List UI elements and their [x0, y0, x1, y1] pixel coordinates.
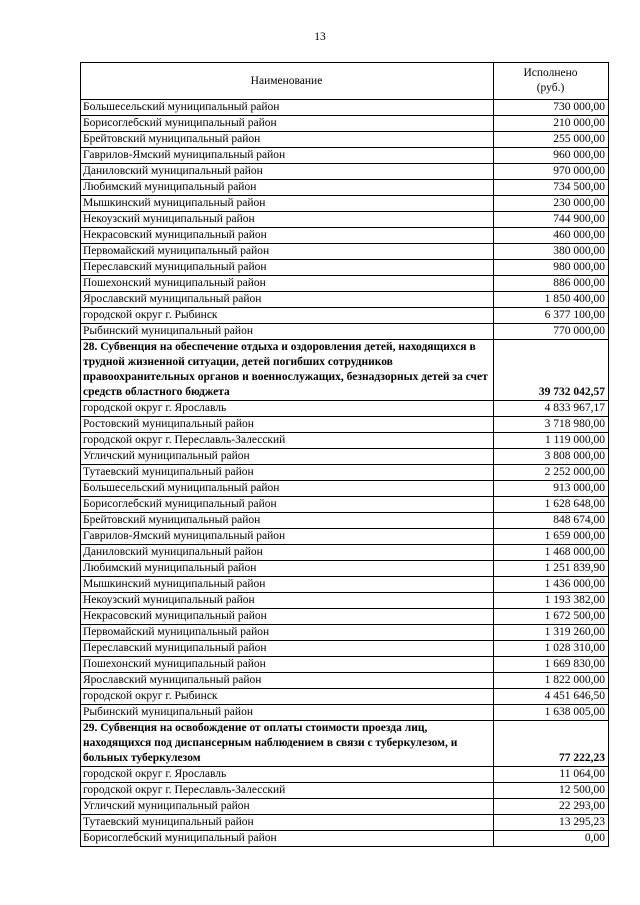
- row-amount: 1 436 000,00: [494, 577, 609, 593]
- row-name: Тутаевский муниципальный район: [81, 465, 494, 481]
- row-name: Борисоглебский муниципальный район: [81, 497, 494, 513]
- table-row: [81, 401, 609, 417]
- row-amount: 848 674,00: [494, 513, 609, 529]
- table-row: [81, 465, 609, 481]
- row-name: Ярославский муниципальный район: [81, 673, 494, 689]
- row-name: Рыбинский муниципальный район: [81, 705, 494, 721]
- row-amount: 1 850 400,00: [494, 292, 609, 308]
- row-name: городской округ г. Рыбинск: [81, 308, 494, 324]
- row-name: Гаврилов-Ямский муниципальный район: [81, 148, 494, 164]
- row-amount: 230 000,00: [494, 196, 609, 212]
- row-amount: 11 064,00: [494, 767, 609, 783]
- row-name: городской округ г. Ярославль: [81, 401, 494, 417]
- table-row: [81, 433, 609, 449]
- row-name: Некрасовский муниципальный район: [81, 609, 494, 625]
- row-name: Пошехонский муниципальный район: [81, 657, 494, 673]
- table-row: [81, 180, 609, 196]
- table-row: [81, 577, 609, 593]
- table-row: [81, 260, 609, 276]
- table-row: [81, 799, 609, 815]
- row-name: Первомайский муниципальный район: [81, 244, 494, 260]
- row-amount: 970 000,00: [494, 164, 609, 180]
- row-name: Мышкинский муниципальный район: [81, 577, 494, 593]
- row-name: Некоузский муниципальный район: [81, 593, 494, 609]
- table-body: [81, 100, 609, 847]
- budget-table: [80, 62, 609, 847]
- table-row: [81, 831, 609, 847]
- table-row: [81, 497, 609, 513]
- row-amount: 380 000,00: [494, 244, 609, 260]
- row-name: Брейтовский муниципальный район: [81, 513, 494, 529]
- row-name: Ростовский муниципальный район: [81, 417, 494, 433]
- row-amount: 960 000,00: [494, 148, 609, 164]
- row-name: городской округ г. Переславль-Залесский: [81, 783, 494, 799]
- table-row: [81, 545, 609, 561]
- row-name: Ярославский муниципальный район: [81, 292, 494, 308]
- row-amount: 6 377 100,00: [494, 308, 609, 324]
- row-amount: 1 119 000,00: [494, 433, 609, 449]
- table-row: [81, 529, 609, 545]
- row-name: Борисоглебский муниципальный район: [81, 831, 494, 847]
- row-amount: 1 669 830,00: [494, 657, 609, 673]
- row-name: Борисоглебский муниципальный район: [81, 116, 494, 132]
- row-name: городской округ г. Переславль-Залесский: [81, 433, 494, 449]
- table-row: [81, 228, 609, 244]
- section-row: [81, 721, 609, 767]
- table-row: [81, 657, 609, 673]
- row-name: Мышкинский муниципальный район: [81, 196, 494, 212]
- section-row: [81, 340, 609, 401]
- row-amount: 13 295,23: [494, 815, 609, 831]
- row-amount: 460 000,00: [494, 228, 609, 244]
- table-row: [81, 767, 609, 783]
- row-amount: 4 451 646,50: [494, 689, 609, 705]
- row-name: городской округ г. Ярославль: [81, 767, 494, 783]
- row-amount: 3 808 000,00: [494, 449, 609, 465]
- row-name: Любимский муниципальный район: [81, 180, 494, 196]
- page-number: 13: [314, 31, 326, 43]
- table-row: [81, 673, 609, 689]
- row-name: Пошехонский муниципальный район: [81, 276, 494, 292]
- table-row: [81, 100, 609, 116]
- row-amount: 744 900,00: [494, 212, 609, 228]
- table-row: [81, 212, 609, 228]
- row-amount: 4 833 967,17: [494, 401, 609, 417]
- table-row: [81, 513, 609, 529]
- table-row: [81, 148, 609, 164]
- table-row: [81, 276, 609, 292]
- row-amount: 980 000,00: [494, 260, 609, 276]
- row-amount: 1 468 000,00: [494, 545, 609, 561]
- header-amount-line1: Исполнено: [523, 67, 578, 79]
- row-name: Тутаевский муниципальный район: [81, 815, 494, 831]
- table-row: [81, 164, 609, 180]
- row-name: Угличский муниципальный район: [81, 799, 494, 815]
- table-row: [81, 561, 609, 577]
- row-name: Даниловский муниципальный район: [81, 545, 494, 561]
- row-amount: 0,00: [494, 831, 609, 847]
- row-amount: 770 000,00: [494, 324, 609, 340]
- row-amount: 22 293,00: [494, 799, 609, 815]
- table-row: [81, 609, 609, 625]
- table-row: [81, 116, 609, 132]
- row-name: городской округ г. Рыбинск: [81, 689, 494, 705]
- table-row: [81, 783, 609, 799]
- table-row: [81, 324, 609, 340]
- header-name: Наименование: [81, 63, 494, 100]
- row-amount: 1 822 000,00: [494, 673, 609, 689]
- row-amount: 2 252 000,00: [494, 465, 609, 481]
- section-total: 77 222,23: [494, 721, 609, 767]
- row-amount: 3 718 980,00: [494, 417, 609, 433]
- table-row: [81, 449, 609, 465]
- table-row: [81, 705, 609, 721]
- table-row: [81, 417, 609, 433]
- table-row: [81, 244, 609, 260]
- table-row: [81, 815, 609, 831]
- row-name: Некрасовский муниципальный район: [81, 228, 494, 244]
- table-row: [81, 625, 609, 641]
- table-row: [81, 641, 609, 657]
- row-amount: 1 319 260,00: [494, 625, 609, 641]
- table-row: [81, 689, 609, 705]
- row-amount: 255 000,00: [494, 132, 609, 148]
- row-amount: 734 500,00: [494, 180, 609, 196]
- row-amount: 1 628 648,00: [494, 497, 609, 513]
- row-name: Любимский муниципальный район: [81, 561, 494, 577]
- row-name: Некоузский муниципальный район: [81, 212, 494, 228]
- row-name: Большесельский муниципальный район: [81, 100, 494, 116]
- table-row: [81, 196, 609, 212]
- section-total: 39 732 042,57: [494, 340, 609, 401]
- table-row: [81, 481, 609, 497]
- row-name: Большесельский муниципальный район: [81, 481, 494, 497]
- table-row: [81, 593, 609, 609]
- table-header-row: [81, 63, 609, 100]
- row-name: Переславский муниципальный район: [81, 260, 494, 276]
- row-name: Первомайский муниципальный район: [81, 625, 494, 641]
- table-row: [81, 308, 609, 324]
- row-amount: 1 638 005,00: [494, 705, 609, 721]
- header-amount: [494, 63, 609, 100]
- row-amount: 886 000,00: [494, 276, 609, 292]
- section-title: 28. Субвенция на обеспечение отдыха и оздоровления детей, находящихся в трудной жизненной ситуации, детей погибших сотрудников правоохранительных органов и военнослужащих, безнадзорных детей за счет средств областного бюджета: [81, 340, 494, 401]
- row-amount: 1 659 000,00: [494, 529, 609, 545]
- row-amount: 730 000,00: [494, 100, 609, 116]
- row-name: Даниловский муниципальный район: [81, 164, 494, 180]
- table-row: [81, 292, 609, 308]
- table-row: [81, 132, 609, 148]
- row-name: Гаврилов-Ямский муниципальный район: [81, 529, 494, 545]
- row-amount: 1 672 500,00: [494, 609, 609, 625]
- row-amount: 12 500,00: [494, 783, 609, 799]
- row-name: Угличский муниципальный район: [81, 449, 494, 465]
- row-name: Брейтовский муниципальный район: [81, 132, 494, 148]
- row-amount: 913 000,00: [494, 481, 609, 497]
- row-amount: 210 000,00: [494, 116, 609, 132]
- row-name: Переславский муниципальный район: [81, 641, 494, 657]
- row-amount: 1 028 310,00: [494, 641, 609, 657]
- row-amount: 1 193 382,00: [494, 593, 609, 609]
- section-title: 29. Субвенция на освобождение от оплаты стоимости проезда лиц, находящихся под диспансерным наблюдением в связи с туберкулезом, и больных туберкулезом: [81, 721, 494, 767]
- row-amount: 1 251 839,90: [494, 561, 609, 577]
- row-name: Рыбинский муниципальный район: [81, 324, 494, 340]
- header-amount-line2: (руб.): [536, 82, 565, 94]
